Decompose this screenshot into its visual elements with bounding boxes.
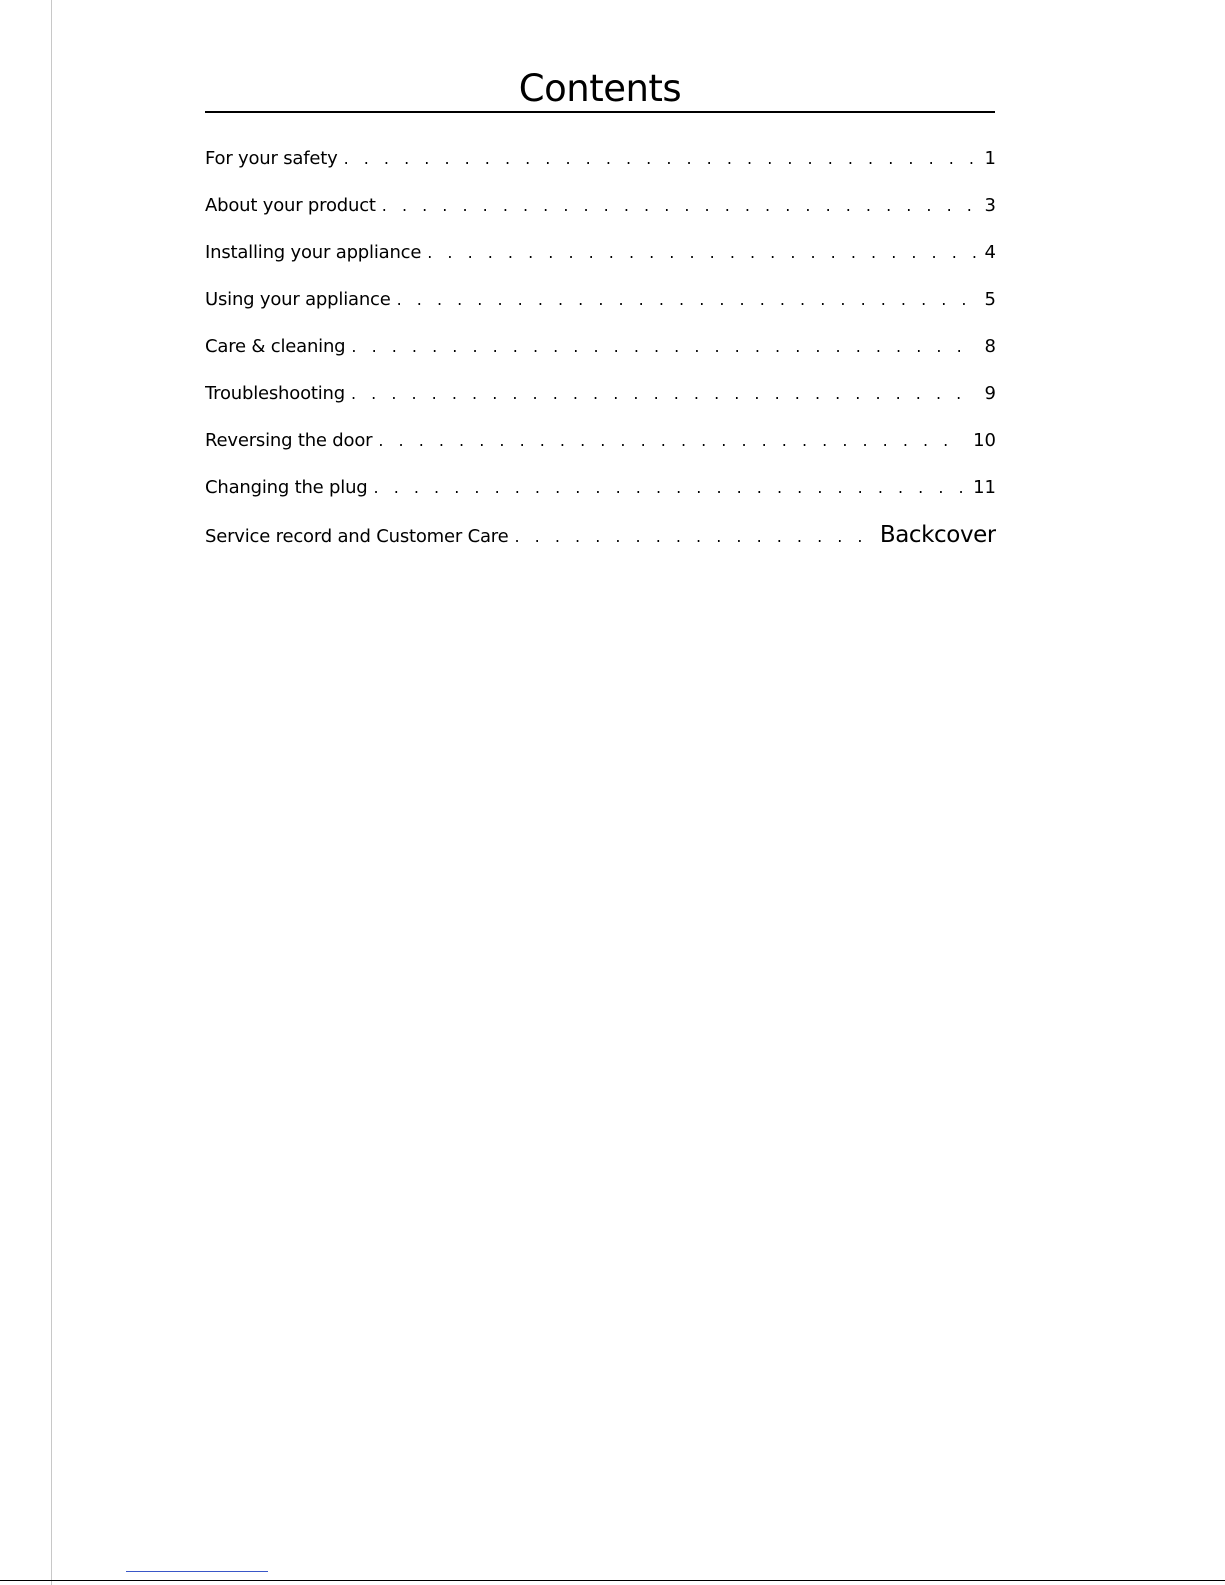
toc-entry-installing-your-appliance[interactable]: [205, 238, 996, 285]
toc-dot-leader: [427, 238, 976, 268]
toc-dot-leader: [382, 191, 977, 221]
toc-entry-label: Reversing the door: [205, 430, 373, 451]
toc-entry-label: Installing your appliance: [205, 242, 422, 263]
toc-dot-leader: [344, 144, 977, 174]
toc-entry-care-and-cleaning[interactable]: [205, 332, 996, 379]
toc-page-number: 3: [984, 195, 996, 216]
toc-entry-label: About your product: [205, 195, 376, 216]
toc-page-number: 10: [973, 430, 996, 451]
page-bottom-border: [0, 1580, 1225, 1581]
table-of-contents: [205, 144, 996, 567]
toc-dot-leader: [397, 285, 977, 315]
toc-page-number: 4: [984, 242, 996, 263]
toc-entry-about-your-product[interactable]: [205, 191, 996, 238]
toc-entry-label: Service record and Customer Care: [205, 526, 509, 547]
toc-page-number: 9: [984, 383, 996, 404]
toc-dot-leader: [378, 426, 965, 456]
toc-entry-label: For your safety: [205, 148, 338, 169]
toc-entry-label: Troubleshooting: [205, 383, 345, 404]
toc-entry-changing-the-plug[interactable]: [205, 473, 996, 520]
page-title: Contents: [518, 67, 682, 110]
footer-link-underline: [126, 1571, 268, 1572]
toc-entry-label: Using your appliance: [205, 289, 391, 310]
toc-entry-troubleshooting[interactable]: [205, 379, 996, 426]
toc-entry-label: Changing the plug: [205, 477, 368, 498]
toc-entry-label: Care & cleaning: [205, 336, 346, 357]
toc-page-number: Backcover: [879, 522, 996, 548]
toc-page-number: 11: [973, 477, 996, 498]
toc-entry-reversing-the-door[interactable]: [205, 426, 996, 473]
toc-dot-leader: [374, 473, 966, 503]
toc-dot-leader: [351, 379, 977, 409]
toc-page-number: 1: [984, 148, 996, 169]
toc-entry-using-your-appliance[interactable]: [205, 285, 996, 332]
title-underline: [205, 111, 995, 113]
toc-dot-leader: [351, 332, 976, 362]
toc-entry-service-record-and-customer-care[interactable]: [205, 520, 996, 567]
toc-page-number: 5: [984, 289, 996, 310]
page-margin-line: [51, 0, 52, 1585]
toc-dot-leader: [515, 522, 878, 552]
toc-entry-for-your-safety[interactable]: [205, 144, 996, 191]
toc-page-number: 8: [984, 336, 996, 357]
